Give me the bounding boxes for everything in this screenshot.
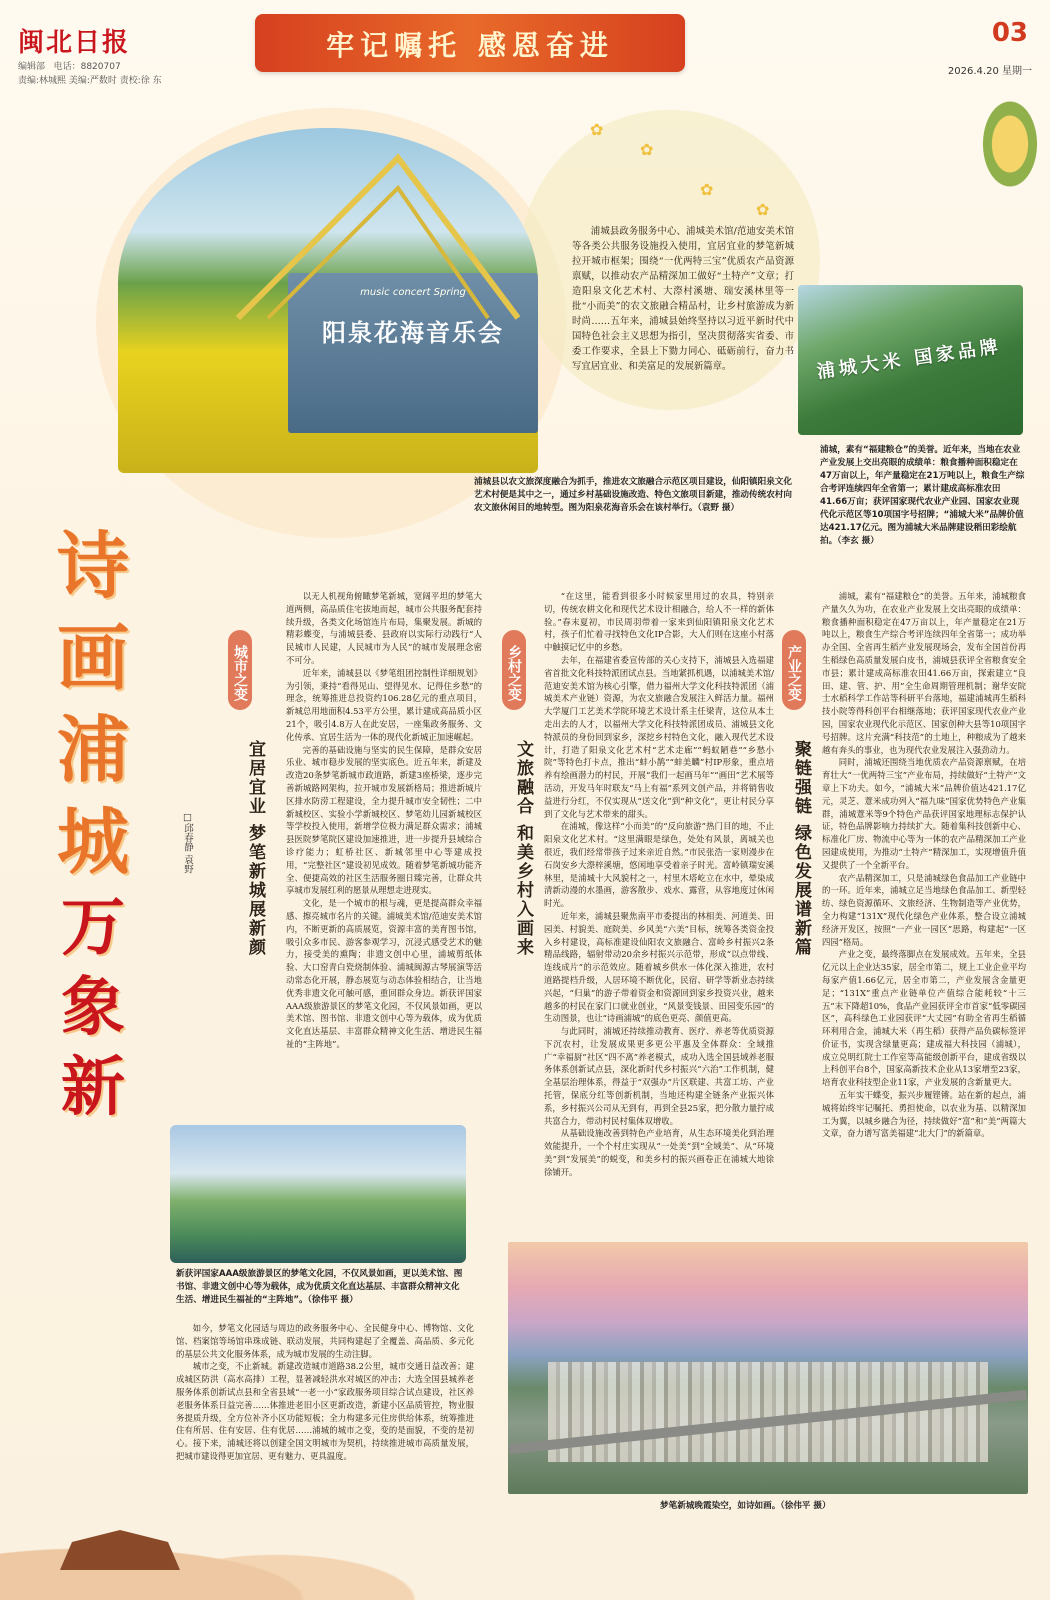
paragraph: 浦城，素有“福建粮仓”的美誉。五年来，浦城粮食产量久久为功，在农业产业发展上交出亮眼的成绩单：粮食播种面积稳定在47万亩以上，年产量稳定在21万吨以上，粮食生产综合考评连续四年全省第一；成功举办全国、全省再生稻产业发展现场会，发布全国首份再生稻绿色高质量发展白皮书，浦城县获评全省粮食安全市县；累计建成高标准农田41.66万亩，探索建立“良田、建、管、护、用”全生命周期管理机制；谢华安院士水稻科学工作站等科研平台落地，福建浦城再生稻科技小院等得科创平台相继落地；获评国家现代农业产业园，国家农业现代化示范区、国家创种大县等10项国字号招牌。这片充满“科技范”的土地上，种粮成为了越来越有奔头的事业，也为现代农业发展注入强劲动力。 bbox=[822, 591, 1026, 755]
paragraph: 如今，梦笔文化园适与周边的政务服务中心、全民健身中心、博物馆、文化馆、档案馆等场馆串珠成链、联动发展，共同构建起了全覆盖、高品质、多元化的基层公共文化服务体系，成为城市发展的生动注脚。 bbox=[176, 1323, 474, 1359]
flower-icon: ✿ bbox=[590, 120, 604, 139]
paragraph: 从基础设施改善到特色产业培育，从生态环境美化到治理效能提升，一个个村庄实现从“一处美”到“全域美”、从“环境美”到“发展美”的蜕变，和美乡村的振兴画卷正在浦城大地徐徐铺开。 bbox=[544, 1128, 774, 1177]
flower-icon: ✿ bbox=[640, 140, 654, 159]
article-column-city bbox=[286, 590, 482, 1051]
osmanthus-branch-decor bbox=[968, 100, 1038, 210]
section-subtitle-city: 宜居宜业 梦笔新城展新颜 bbox=[245, 740, 265, 957]
section-tag-village: 乡村之变 bbox=[502, 630, 526, 710]
headline-char: 浦 bbox=[56, 707, 129, 792]
article-column-industry bbox=[822, 590, 1026, 1140]
field-painting-text: 浦城大米 国家品牌 bbox=[815, 336, 1004, 383]
section-tag-industry: 产业之变 bbox=[782, 630, 806, 710]
paragraph: 与此同时，浦城还持续推动教育、医疗、养老等优质资源下沉农村，让发展成果更多更公平惠及全体群众：全域推广“幸福厨”社区“四不离”养老模式，成功入选全国县域养老服务体系创新试点县，深化新时代乡村振兴“六治”工作机制，健全基层治理体系，得益于“双强办”片区联建、共富工坊、产业托管，保底分红等创新机制，当地还构建全链条产业振兴体系，乡村振兴公司从无到有，再到全县25家，把分散力量拧成共富合力，带动村民村集体双增收。 bbox=[544, 1026, 774, 1126]
intro-paragraph: 浦城县政务服务中心、浦城美术馆/范迪安美术馆等各类公共服务设施投入使用，宜居宜业的梦笔新城拉开城市框架；围绕“一优两特三宝”优质农产品资源禀赋，以推动农产品精深加工做好“土特产”文章；打造阳泉文化艺术村、大漈村溪塘、瑞安溪林里等一批“小而美”的农文旅融合精品村，让乡村旅游成为新时尚……五年来，浦城县始终坚持以习近平新时代中国特色社会主义思想为指引，坚决贯彻落实省委、市委工作要求，全县上下勠力同心、砥砺前行，奋力书写宜居宜业、和美富足的发展新篇章。 bbox=[572, 226, 794, 372]
flower-icon: ✿ bbox=[700, 180, 714, 199]
headline-char: 诗 bbox=[56, 523, 129, 608]
city-sunset-photo bbox=[508, 1242, 1028, 1494]
paragraph: 在浦城，像这样“小而美”的“反向旅游”热门目的地，不止阳泉文化艺术村。“这里满眼是绿色，处处有风景，离城关也很近，我们经常带孩子过来亲近自然。”市民张浩一家则漫步在石岗安乡大漈梓溪塘，悠闲地享受着亲子时光。富岭镇瑞安溪林里，是浦城十大风貌村之一，村里木塔屹立在水中，晕染成清新动漫的水墨画，游客散步、戏水、露营，从容地度过休闲时光。 bbox=[544, 821, 774, 909]
paragraph: 以无人机视角俯瞰梦笔新城，宽阔平坦的梦笔大道两侧，高品质住宅拔地而起，城市公共服务配套持续升级，各类文化场馆连片布局，集聚发展。新城的精彩蝶变，与浦城县委、县政府以实际行动践行“人民城市人民建，人民城市为人民”的城市发展理念密不可分。 bbox=[286, 591, 482, 665]
city-caption: 梦笔新城晚霞染空，如诗如画。（徐伟平 摄） bbox=[660, 1501, 831, 1511]
paragraph: 去年，在福建省委宣传部的关心支持下，浦城县入选福建省首批文化科技特派团试点县。当地紧抓机遇，以浦城美术馆/范迪安美术馆为核心引擎，借力福州大学文化科技特派团（浦城美术产业链）资源，为农文旅融合发展注入鲜活力量。福州大学厦门工艺美术学院环境艺术设计系主任梁青，这位从本土走出去的人才，以福州大学文化科技特派团成员、浦城县文化特派员的身份回到家乡，深挖乡村特色文化，融入现代艺术设计，打造了阳泉文化艺术村“艺术走廊”“蚂蚁陋巷”“乡愁小院”等特色打卡点，推出“蚌小鹊”“蚌美麟”村IP形象，重点培养有绘画潜力的村民，开展“我们一起画马年”“画田”艺术展等活动，开发马年时联友“马上有福”系列文创产品，并将销售收益进行分红，不仅实现从“送文化”到“种文化”，更让村民分享到了文化与艺术带来的甜头。 bbox=[544, 654, 774, 819]
city-buildings bbox=[548, 1362, 988, 1462]
editor-line: 责编:林城熙 美编:严数时 责校:徐 东 bbox=[18, 76, 162, 86]
masthead-meta bbox=[18, 60, 162, 88]
headline-char: 新 bbox=[61, 1050, 125, 1125]
paragraph: 城市之变，不止新城。新建改造城市道路38.2公里，城市交通日益改善；建成城区防洪（高水高排）工程，显著减轻洪水对城区的冲击；大选全国县城养老服务体系创新试点县和全省县域“一老一小”家政服务项目综合试点建设，社区养老服务体系日益完善……体推进老旧小区更新改造，新建小区品质管控，物业服务提质升级，全方位补齐小区功能短板；全力构建多元住房供给体系，统筹推进住有所居、住有安居、住有优居……浦城的城市之变，变的是面貌，不变的是初心。接下来，浦城还将以创建全国文明城市为契机，持续推进城市高质量发展，把城市建设得更加宜居、更有魅力、更具温度。 bbox=[176, 1361, 474, 1461]
byline: □邱春静 袁野 bbox=[182, 812, 193, 874]
paragraph: 五年实干蝶变，振兴步履铿锵。站在新的起点，浦城将始终牢记嘱托、勇担使命，以农业为基、以精深加工为翼，以城乡融合为径，持续做好“富”和“美”两篇大文章，奋力谱写富美福建“北大门”的新篇章。 bbox=[822, 1090, 1026, 1139]
culture-park-caption: 新获评国家AAA级旅游景区的梦笔文化园，不仅风景如画，更以美术馆、图书馆、非遗文创中心等为载体，成为优质文化直达基层、丰富群众精神文化生活、增进民生福祉的“主阵地”。（徐伟平 摄） bbox=[176, 1269, 463, 1305]
stage-title: 阳泉花海音乐会 bbox=[322, 318, 504, 347]
paragraph: 近年来，浦城县以《梦笔组团控制性详细规划》为引领，秉持“看得见山、望得见水、记得住乡愁”的理念，统筹推进总投资约106.28亿元的重点项目，新城总用地面积4.53平方公里，累计建成高品质小区21个，吸引4.8万人在此安居，一座集政务服务、文化传承、宜居生活为一体的现代化新城正加速崛起。 bbox=[286, 667, 482, 742]
headline-char: 万 bbox=[61, 890, 125, 965]
concert-caption: 浦城县以农文旅深度融合为抓手，推进农文旅融合示范区项目建设，仙阳镇阳泉文化艺术村便是其中之一，通过乡村基础设施改造、特色文旅项目新建，推动传统农村向农文旅休闲目的地转型。图为阳泉花海音乐会在该村举行。（袁野 摄） bbox=[474, 477, 792, 513]
flower-icon: ✿ bbox=[756, 200, 770, 219]
issue-date: 2026.4.20 星期一 bbox=[947, 66, 1032, 77]
dept-label: 编辑部 bbox=[18, 62, 46, 72]
article-column-city-cont bbox=[176, 1322, 474, 1463]
paragraph: 产业之变，最终落脚点在发展成效。五年来，全县亿元以上企业达35家，居全市第二，规上工业企业平均每家产值1.66亿元，居全市第二，产业发展含金量更足；“131X”重点产业链单位产值综合能耗较“十三五”末下降超10%，食品产业园获评全市首家“低零碳园区”，高科绿色工业园获评“大丈园”有助全省再生稻循环利用合金，浦城大米（再生稻）获得产品负碳标签评价证书，实现含绿量更高；建成福大科技园（浦城），成立兑明红院士工作室等高能级创新平台，建成省级以上科创平台8个，国家高新技术企业从13家增至23家，培育农业科技型企业11家，产业发展的含新量更大。 bbox=[822, 949, 1026, 1088]
banner-text: 牢记嘱托 感恩奋进 bbox=[326, 29, 614, 62]
rice-field-caption: 浦城，素有“福建粮仓”的美誉。近年来，当地在农业产业发展上交出亮眼的成绩单：粮食播种面积稳定在47万亩以上，年产量稳定在21万吨以上，粮食生产综合考评连续四年全省第一；累计建成高标准农田41.66万亩；获评国家现代农业产业园、国家农业现代化示范区等10项国字号招牌；“浦城大米”品牌价值达421.17亿元。图为浦城大米品牌建设稻田彩绘航拍。（李玄 摄） bbox=[820, 445, 1025, 546]
paragraph: 近年来，浦城县聚焦南平市委提出的林相美、河道美、田园美、村貌美、庭院美、乡风美“六美”目标，统筹各类资金投入乡村建设，高标准建设仙阳农文旅融合、富岭乡村振兴2条精品线路，辐射带动20余乡村振兴示范带，形成“以点带线、连线成片”的示范效应。随着城乡供水一体化深入推进，农村道路提档升级，人居环境不断优化，民宿、研学等新业态持续兴起，“归巢”的游子带着资金和资源回到家乡投资兴业，越来越多的村民在家门口就业创业，“风景变钱景、田园变乐园”的生动图景，也让“诗画浦城”的底色更亮、颜值更高。 bbox=[544, 910, 774, 1024]
article-column-village bbox=[544, 590, 774, 1179]
stage-subtitle: music concert Spring bbox=[360, 287, 466, 298]
page-number: 03 bbox=[991, 18, 1028, 48]
paragraph: 完善的基础设施与坚实的民生保障，是群众安居乐业、城市稳步发展的坚实底色。近五年来，新建及改造20条梦笔新城市政道路，新建3座桥梁，逐步完善新城路网架构，拉开城市发展新格局；推进新城片区排水防涝工程建设，全力提升城市安全韧性；二中新城校区、实验小学新城校区、梦笔幼儿园新城校区等学校投入使用，新增学位极力满足群众需求；浦城县医院梦笔院区建设加速推进，进一步提升县域综合诊疗能力；虹桥社区、新城邻里中心等建成投用，“完整社区”建设初见成效。随着梦笔新城功能齐全、便捷高效的社区生活服务圈日臻完善，让群众共享城市发展红利的愿景从理想走进现实。 bbox=[286, 744, 482, 896]
culture-park-photo bbox=[170, 1125, 466, 1263]
headline bbox=[38, 520, 148, 1128]
masthead bbox=[0, 0, 1050, 100]
concert-photo bbox=[118, 128, 538, 473]
bamboo-arch-icon bbox=[118, 128, 538, 328]
headline-char: 城 bbox=[56, 799, 129, 884]
paragraph: “在这里，能看到很多小时候家里用过的农具，特别亲切，传统农耕文化和现代艺术设计相融合，给人不一样的新体验。”春末夏初，市民周羽带着一家来到仙阳镇阳泉文化艺术村，孩子们忙着寻找特色文化IP合影，大人们则在这座小村落中触摸记忆中的乡愁。 bbox=[544, 591, 774, 653]
rice-field-photo bbox=[798, 285, 1023, 435]
section-tag-city: 城市之变 bbox=[228, 630, 252, 710]
theme-banner bbox=[255, 14, 685, 72]
section-subtitle-industry: 聚链强链 绿色发展谱新篇 bbox=[791, 740, 811, 957]
paragraph: 同时，浦城还围绕当地优质农产品资源禀赋，在培育壮大“一优两特三宝”产业布局，持续做好“土特产”文章上下功夫。如今，“浦城大米”品牌价值达421.17亿元，灵芝、薏米成功列入“福九味”国家优势特色产业集群，浦城薏米等9个特色产品获评国家地理标志保护认证，特色品牌影响力持续扩大。随着集科技创新中心、标准化厂房、物流中心等为一体的农产品精深加工产业园建成使用，为推动“土特产”精深加工，实现增值升值又提供了一个全新平台。 bbox=[822, 757, 1026, 870]
paragraph: 农产品精深加工，只是浦城绿色食品加工产业链中的一环。近年来，浦城立足当地绿色食品加工、新型轻纺、绿色资源循环、文旅经济、生物制造等产业优势，全力构建“131X”现代化绿色产业体系，整合设立浦城经济开发区，按照“一产业一园区”思路，构建起“一区四园”格局。 bbox=[822, 872, 1026, 947]
newspaper-logo: 闽北日报 bbox=[18, 28, 131, 58]
phone-label: 电话：8820707 bbox=[53, 62, 121, 72]
paragraph: 文化，是一个城市的根与魂，更是提高群众幸福感、擦亮城市名片的关键。浦城美术馆/范迪安美术馆内，不断更新的高质展览，资源丰富的美育图书馆，吸引众多市民、游客参观学习，沉浸式感受艺术的魅力，接受美的熏陶；非遗文创中心里，浦城剪纸体验、大口窑青白瓷烧制体验、浦城闽源古琴展演等活动常态化开展，静态展览与动态体验相结合，让当地优秀非遗文化可触可感，重回群众身边。新获评国家AAA级旅游景区的梦笔文化园，不仅风景如画，更以美术馆、图书馆、非遗文创中心等为载体，成为优质文化直达基层、丰富群众精神文化生活、增进民生福祉的“主阵地”。 bbox=[286, 898, 482, 1049]
headline-char: 画 bbox=[56, 615, 129, 700]
section-subtitle-village: 文旅融合 和美乡村入画来 bbox=[513, 740, 533, 957]
headline-char: 象 bbox=[61, 970, 125, 1045]
